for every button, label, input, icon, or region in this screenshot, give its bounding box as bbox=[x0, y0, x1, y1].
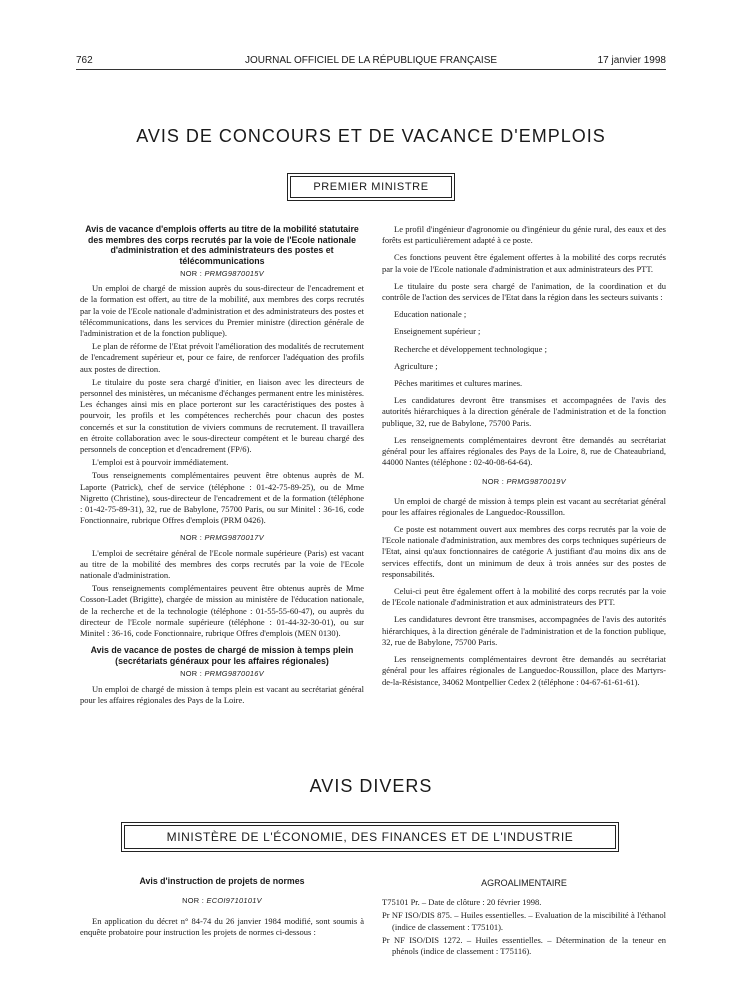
paragraph: Celui-ci peut être également offert à la mobilité des corps recrutés par la voie de l'Ecole nationale d'administration et aux administrateurs des PTT. bbox=[382, 586, 666, 608]
nor-reference: NOR : PRMG9870015V bbox=[180, 269, 264, 278]
norm-entry: Pr NF ISO/DIS 1272. – Huiles essentielles. – Détermination de la teneur en phénols (indice de classement : T75116). bbox=[382, 934, 666, 957]
paragraph: Les renseignements complémentaires devront être demandés au secrétariat général pour les affaires régionales des Pays de la Loire, 8, rue de Chateaubriand, 44000 Nantes (téléphone : 02-40-08-64-64). bbox=[382, 434, 666, 468]
header-rule bbox=[76, 69, 666, 70]
paragraph: En application du décret n° 84-74 du 26 janvier 1984 modifié, sont soumis à enquête probatoire pour instruction les projets de normes ci-dessous : bbox=[80, 915, 364, 937]
paragraph: Ces fonctions peuvent être également offertes à la mobilité des corps recrutés par la voie de l'Ecole nationale d'administration et aux administrateurs des PTT. bbox=[382, 252, 666, 274]
nor-reference: NOR : PRMG9870016V bbox=[180, 669, 264, 679]
heading-charge-mission: Avis de vacance de postes de chargé de mission à temps plein (secrétariats généraux pour les affaires régionales) bbox=[90, 645, 354, 666]
right-column-section1 bbox=[382, 224, 666, 690]
right-column-section2 bbox=[382, 878, 666, 959]
left-column-section1 bbox=[80, 224, 364, 708]
paragraph: L'emploi est à pourvoir immédiatement. bbox=[92, 457, 229, 468]
paragraph: Le plan de réforme de l'Etat prévoit l'amélioration des modalités de recrutement de l'encadrement supérieur et, pour ce faire, de renforcer l'adéquation des profils aux postes de direction. bbox=[80, 341, 364, 374]
paragraph: Ce poste est notamment ouvert aux membres des corps recrutés par la voie de l'Ecole nationale d'administration, aux membres des corps techniques supérieurs de l'Etat, ainsi qu'aux fonctionnaires de catégorie A justifiant d'au moins dix ans de services effectifs, dont un minimum de deux à trois années sur des postes de responsabilités. bbox=[382, 524, 666, 579]
section-title-concours: AVIS DE CONCOURS ET DE VACANCE D'EMPLOIS bbox=[136, 126, 606, 146]
list-item: Education nationale ; bbox=[394, 309, 467, 320]
list-item: Enseignement supérieur ; bbox=[394, 326, 481, 337]
journal-title: JOURNAL OFFICIEL DE LA RÉPUBLIQUE FRANÇAISE bbox=[244, 55, 498, 66]
running-header bbox=[76, 55, 666, 69]
norm-entry: Pr NF ISO/DIS 875. – Huiles essentielles. – Evaluation de la miscibilité à l'éthanol (indice de classement : T75101). bbox=[382, 910, 666, 932]
paragraph: Les renseignements complémentaires devront être demandés au secrétariat général pour les affaires régionales de Languedoc-Roussillon, place des Martyrs-de-la-Résistance, 34062 Montpellier Cedex 2 (téléphone : 04-67-61-61-61). bbox=[382, 654, 666, 687]
ministry-box-economie: MINISTÈRE DE L'ÉCONOMIE, DES FINANCES ET DE L'INDUSTRIE bbox=[124, 825, 616, 849]
paragraph: Tous renseignements complémentaires peuvent être obtenus auprès de Mme Cosson-Ladet (Brigitte), chargée de mission au ministère de l'éducation nationale, de la recherche et de la technologie (téléphone : 01-55-55-60-47), ou auprès du directeur de l'Ecole normale supérieure (téléphone : 01-44-32-30-01), ou sur Minitel : 36-16, code Fonctionnaire, rubrique Offres d'emplois (MEN 0130). bbox=[80, 583, 364, 639]
paragraph: Un emploi de chargé de mission à temps plein est vacant au secrétariat général pour les affaires régionales de Languedoc-Roussillon. bbox=[382, 495, 666, 517]
section-title-avis-divers: AVIS DIVERS bbox=[309, 776, 433, 796]
norm-entry: T75101 Pr. – Date de clôture : 20 février 1998. bbox=[382, 897, 542, 908]
ministry-box-premier-ministre: PREMIER MINISTRE bbox=[290, 176, 452, 198]
heading-projets-normes: Avis d'instruction de projets de normes bbox=[139, 876, 305, 886]
paragraph: Tous renseignements complémentaires peuvent être obtenus auprès de M. Laporte (Patrick), chef de service (téléphone : 01-42-75-89-25), ou de Mme Nigretto (Christine), sous-directeur de l'encadrement et de la formation (téléphone : 01-42-75-89-31), 32, rue de Babylone, 75700 Paris, ou sur Minitel : 36-16, code Fonctionnaire, rubrique Offres d'emplois (PRM 0426). bbox=[80, 470, 364, 526]
paragraph: Le profil d'ingénieur d'agronomie ou d'ingénieur du génie rural, des eaux et des forêts est particulièrement adapté à ce poste. bbox=[382, 224, 666, 246]
list-item: Recherche et développement technologique ; bbox=[394, 343, 547, 354]
page-number: 762 bbox=[76, 55, 93, 66]
nor-reference: NOR : ECOI9710101V bbox=[182, 895, 262, 905]
paragraph: Le titulaire du poste sera chargé d'initier, en liaison avec les directeurs de personnel des ministères, un mécanisme d'échanges permanent entre les ministères. Les échanges ainsi mis en place porteront sur les caractéristiques des postes à pourvoir, les profils et les compétences recherchés pour chacun des postes concernés et sur la constitution de viviers communs de recrutement. Il travaillera en étroite collaboration avec le sous-directeur compétent et le bureau chargé des personnels de conception et d'encadrement (FP/6). bbox=[80, 376, 364, 455]
paragraph: L'emploi de secrétaire général de l'Ecole normale supérieure (Paris) est vacant au titre de la mobilité des membres des corps recrutés par la voie de l'Ecole nationale d'administration. bbox=[80, 547, 364, 581]
heading-mobilite: Avis de vacance d'emplois offerts au titre de la mobilité statutaire des membres des corps recrutés par la voie de l'Ecole nationale d'administration et des administrateurs des postes et télécommunications bbox=[85, 224, 359, 266]
issue-date: 17 janvier 1998 bbox=[597, 55, 666, 66]
nor-reference: NOR : PRMG9870019V bbox=[482, 477, 566, 487]
paragraph: Un emploi de chargé de mission auprès du sous-directeur de l'encadrement et de la formation est offert, au titre de la mobilité, aux membres des corps recrutés par la voie de l'Ecole nationale d'administration et des administrateurs des postes et télécommunications, dans les services du Premier ministre (direction générale de l'administration et de la fonction publique). bbox=[80, 283, 364, 339]
paragraph: Le titulaire du poste sera chargé de l'animation, de la coordination et du contrôle de l'action des services de l'Etat dans la région dans les secteurs suivants : bbox=[382, 280, 666, 303]
left-column-section2 bbox=[80, 876, 364, 940]
list-item: Pêches maritimes et cultures marines. bbox=[394, 378, 523, 389]
sector-heading: AGROALIMENTAIRE bbox=[481, 878, 567, 888]
list-item: Agriculture ; bbox=[394, 360, 438, 371]
paragraph: Un emploi de chargé de mission à temps plein est vacant au secrétariat général pour les affaires régionales des Pays de la Loire. bbox=[80, 683, 364, 705]
nor-reference: NOR : PRMG9870017V bbox=[180, 533, 264, 543]
paragraph: Les candidatures devront être transmises, accompagnées de l'avis des autorités hiérarchiques, à la direction générale de l'administration et de la fonction publique, 32, rue de Babylone, 75700 Paris. bbox=[382, 614, 666, 647]
paragraph: Les candidatures devront être transmises et accompagnées de l'avis des autorités hiérarchiques à la direction générale de l'administration et de la fonction publique, 32, rue de Babylone, 75700 Paris. bbox=[382, 395, 666, 428]
